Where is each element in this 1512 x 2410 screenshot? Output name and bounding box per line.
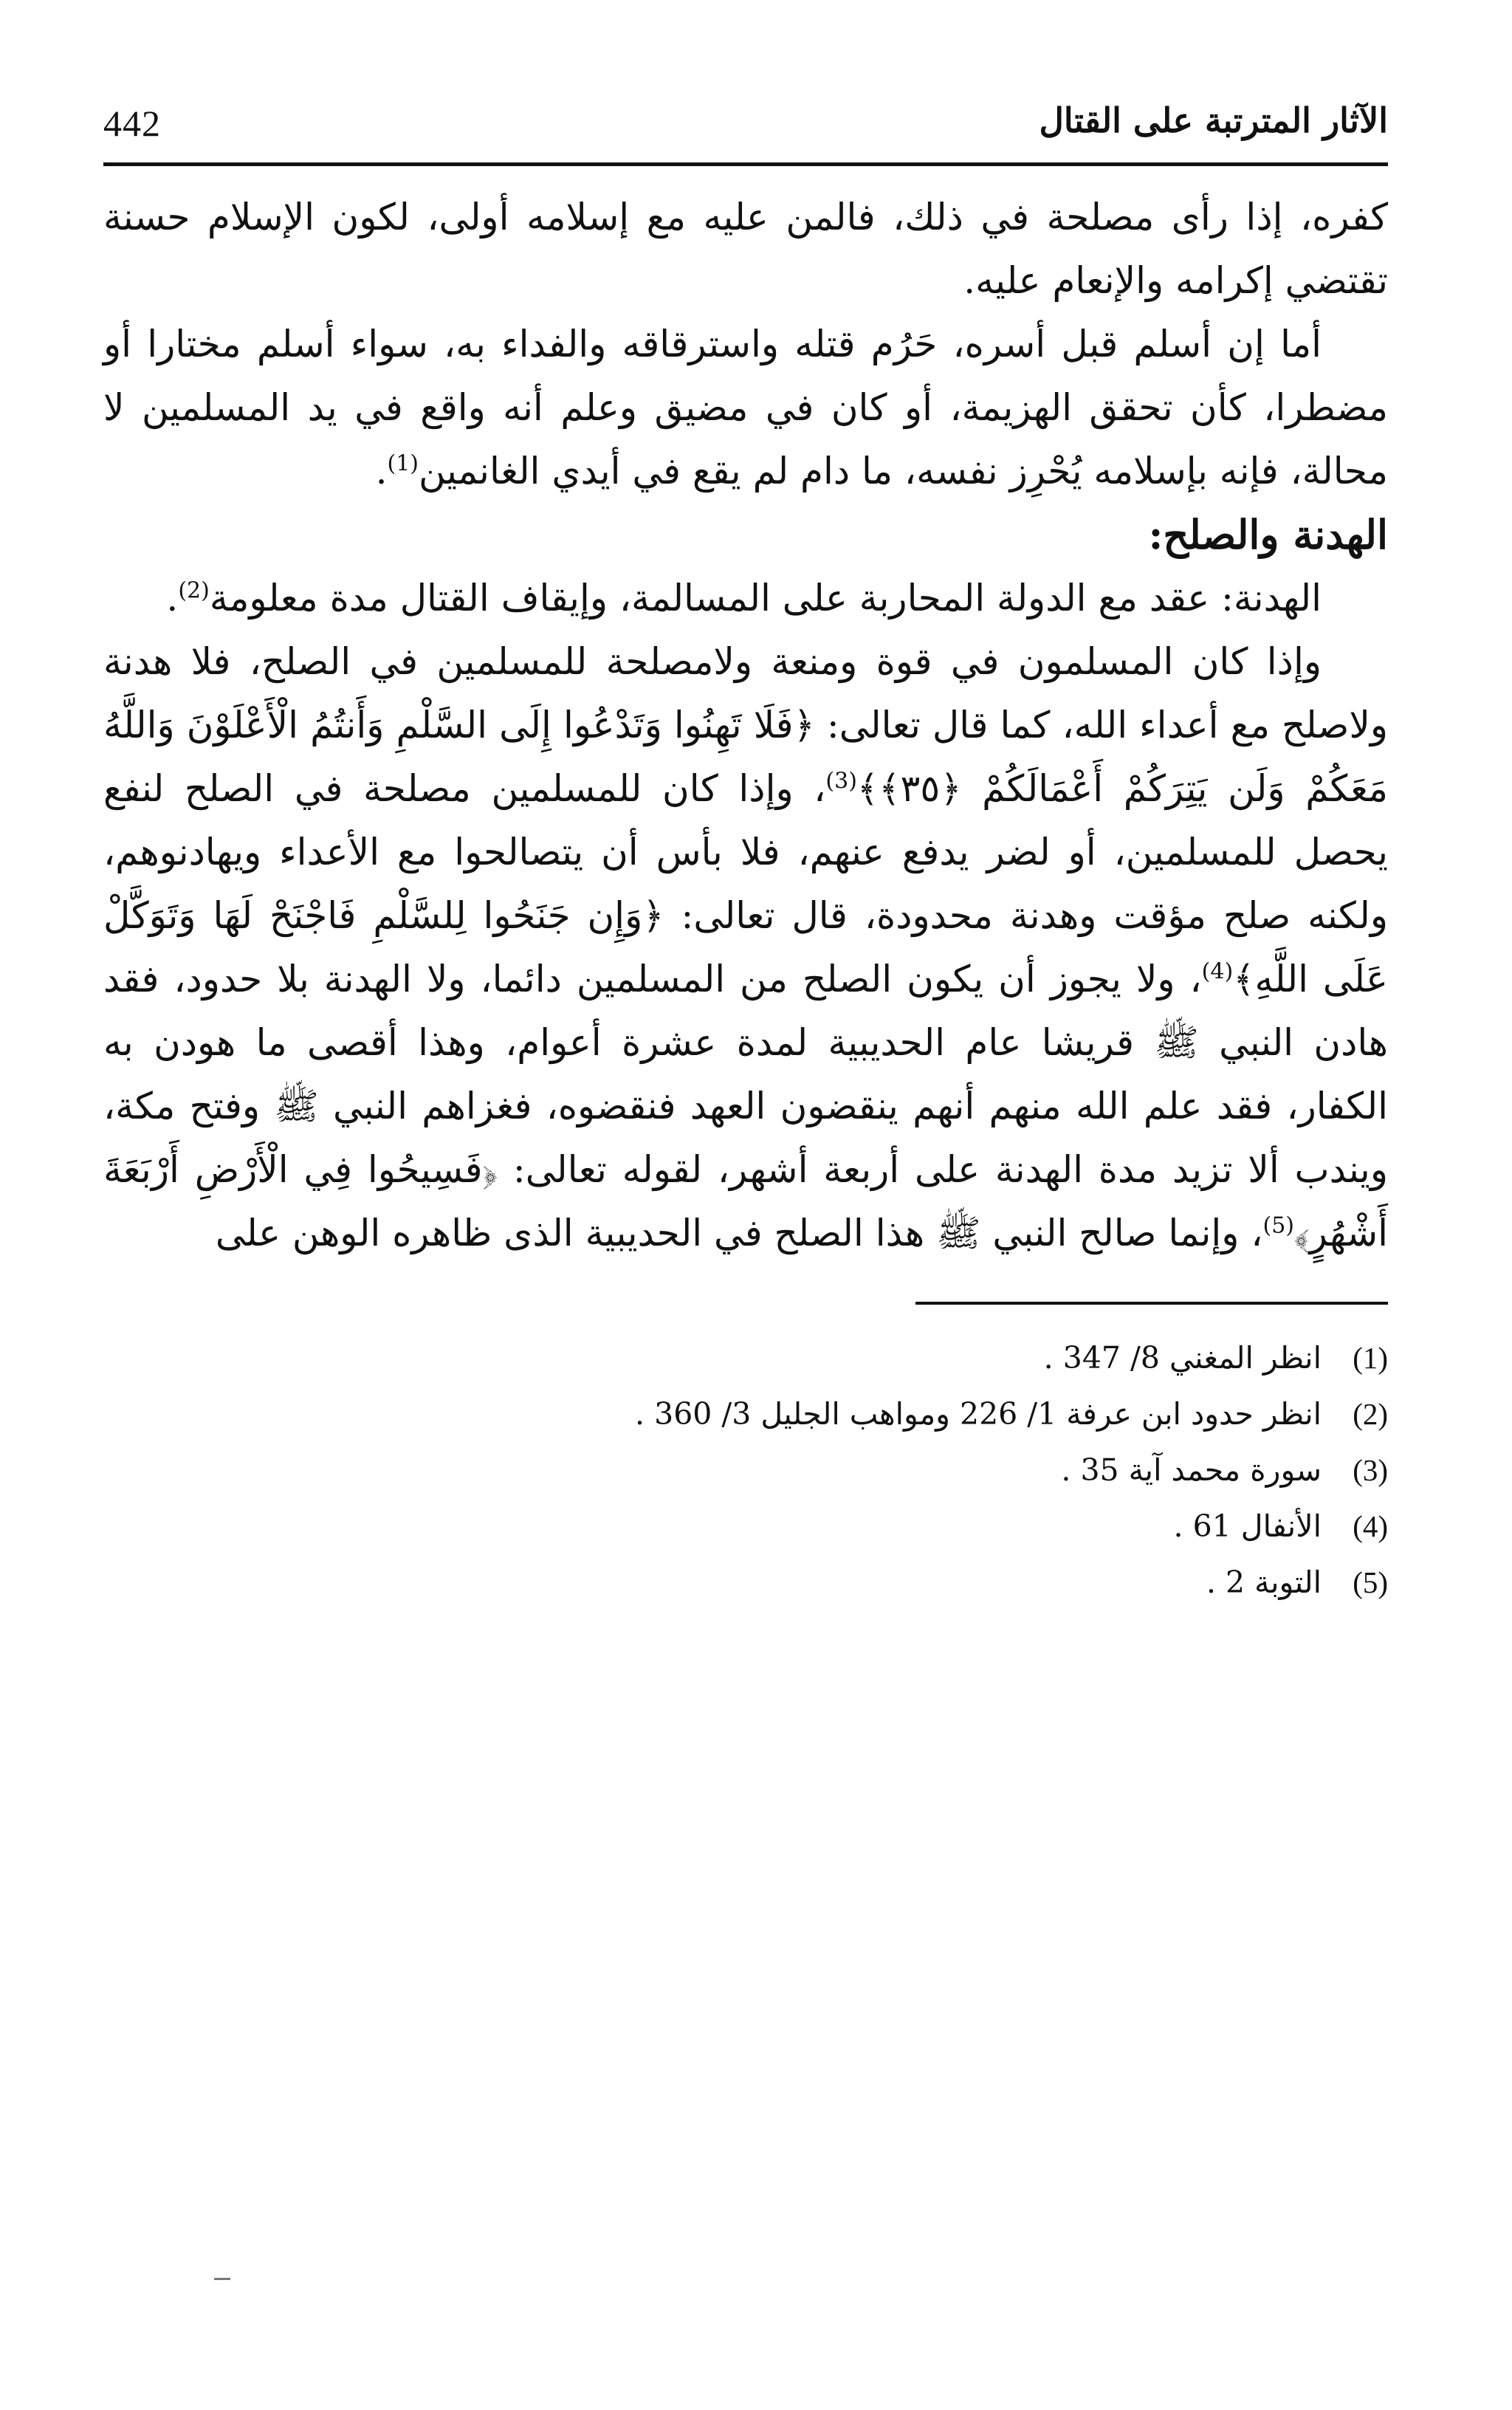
paragraph-2-text: أما إن أسلم قبل أسره، حَرُم قتله واسترقاقه والفداء به، سواء أسلم مختارا أو مضطرا، كأن تحقق الهزيمة، أو كان في مضيق وعلم أنه واقع في يد المسلمين لا محالة، فإنه بإسلامه يُحْرِز نفسه، ما دام لم يقع في أيدي الغانمين	[103, 323, 1388, 492]
footnote-ref-3[interactable]: (3)	[825, 768, 857, 794]
paragraph-2	[103, 312, 1388, 503]
running-title: الآثار المترتبة على القتال	[1039, 100, 1388, 140]
paragraph-4	[103, 630, 1388, 1265]
paragraph-4-part-b: ، وإذا كان للمسلمين مصلحة في الصلح لنفع يحصل للمسلمين، أو لضر يدفع عنهم، فلا بأس أن يتصالحوا مع الأعداء ويهادنوهم، ولكنه صلح مؤقت وهدنة محدودة، قال تعالى:	[103, 767, 1389, 937]
page-body	[103, 185, 1388, 1265]
quran-verse-3: ﴿فَسِيحُوا فِي الْأَرْضِ أَرْبَعَةَ أَشْهُرٍ﴾	[103, 1148, 1388, 1254]
footnote-number: (4)	[1353, 1509, 1388, 1543]
footnote-item	[103, 1386, 1388, 1442]
section-heading: الهدنة والصلح:	[1148, 511, 1388, 558]
footnote-ref-2[interactable]: (2)	[178, 577, 210, 604]
footnote-number: (1)	[1353, 1341, 1388, 1375]
footnote-text: سورة محمد آية 35 .	[1061, 1452, 1322, 1488]
paragraph-4-part-a: وإذا كان المسلمون في قوة ومنعة ولامصلحة للمسلمين في الصلح، فلا هدنة ولاصلح مع أعداء الله، كما قال تعالى:	[103, 640, 1389, 746]
footnote-text: انظر حدود ابن عرفة 1/ 226 ومواهب الجليل 3/ 360 .	[635, 1396, 1322, 1432]
footnote-number: (3)	[1353, 1453, 1388, 1487]
footnote-item	[103, 1330, 1388, 1386]
footnote-item	[103, 1442, 1388, 1498]
page-header	[103, 89, 1388, 166]
footnote-separator	[915, 1302, 1388, 1305]
page-number: 442	[103, 103, 161, 144]
paragraph-3-text: الهدنة: عقد مع الدولة المحاربة على المسالمة، وإيقاف القتال مدة معلومة	[209, 577, 1322, 619]
footnote-text: الأنفال 61 .	[1173, 1508, 1322, 1544]
book-page	[103, 89, 1388, 2348]
footnote-number: (2)	[1353, 1397, 1388, 1431]
footnote-item	[103, 1554, 1388, 1610]
footnotes	[103, 1330, 1388, 1610]
paragraph-3	[103, 566, 1388, 630]
footnote-ref-5[interactable]: (5)	[1262, 1212, 1295, 1239]
footnote-item	[103, 1498, 1388, 1554]
quran-verse-1: ﴿فَلَا تَهِنُوا وَتَدْعُوا إِلَى السَّلْمِ وَأَنتُمُ الْأَعْلَوْنَ وَاللَّهُ مَعَكُمْ وَلَن يَتِرَكُمْ أَعْمَالَكُمْ ﴿٣٥﴾﴾	[103, 704, 1388, 810]
paragraph-4-part-d: ، وإنما صالح النبي ﷺ هذا الصلح في الحديبية الذى ظاهره الوهن على	[215, 1212, 1263, 1254]
quran-verse-2: ﴿وَإِن جَنَحُوا لِلسَّلْمِ فَاجْنَحْ لَهَا وَتَوَكَّلْ عَلَى اللَّهِ﴾	[103, 894, 1388, 1000]
scan-mark	[214, 2278, 230, 2280]
paragraph-1: كفره، إذا رأى مصلحة في ذلك، فالمن عليه مع إسلامه أولى، لكون الإسلام حسنة تقتضي إكرامه والإنعام عليه.	[103, 196, 1388, 302]
footnote-text: انظر المغني 8/ 347 .	[1043, 1340, 1322, 1376]
paragraph-4-part-c: ، ولا يجوز أن يكون الصلح من المسلمين دائما، ولا الهدنة بلا حدود، فقد هادن النبي ﷺ قريشا عام الحديبية لمدة عشرة أعوام، وهذا أقصى ما هودن به الكفار، فقد علم الله منهم أنهم ينقضون العهد فنقضوه، فغزاهم النبي ﷺ وفتح مكة، ويندب ألا تزيد مدة الهدنة على أربعة أشهر، لقوله تعالى:	[103, 958, 1388, 1191]
paragraph-3-end: .	[166, 577, 179, 619]
footnote-number: (5)	[1353, 1565, 1388, 1599]
footnote-text: التوبة 2 .	[1206, 1565, 1322, 1600]
footnote-ref-4[interactable]: (4)	[1201, 958, 1234, 985]
paragraph-2-end: .	[375, 450, 388, 492]
footnote-ref-1[interactable]: (1)	[387, 450, 419, 477]
